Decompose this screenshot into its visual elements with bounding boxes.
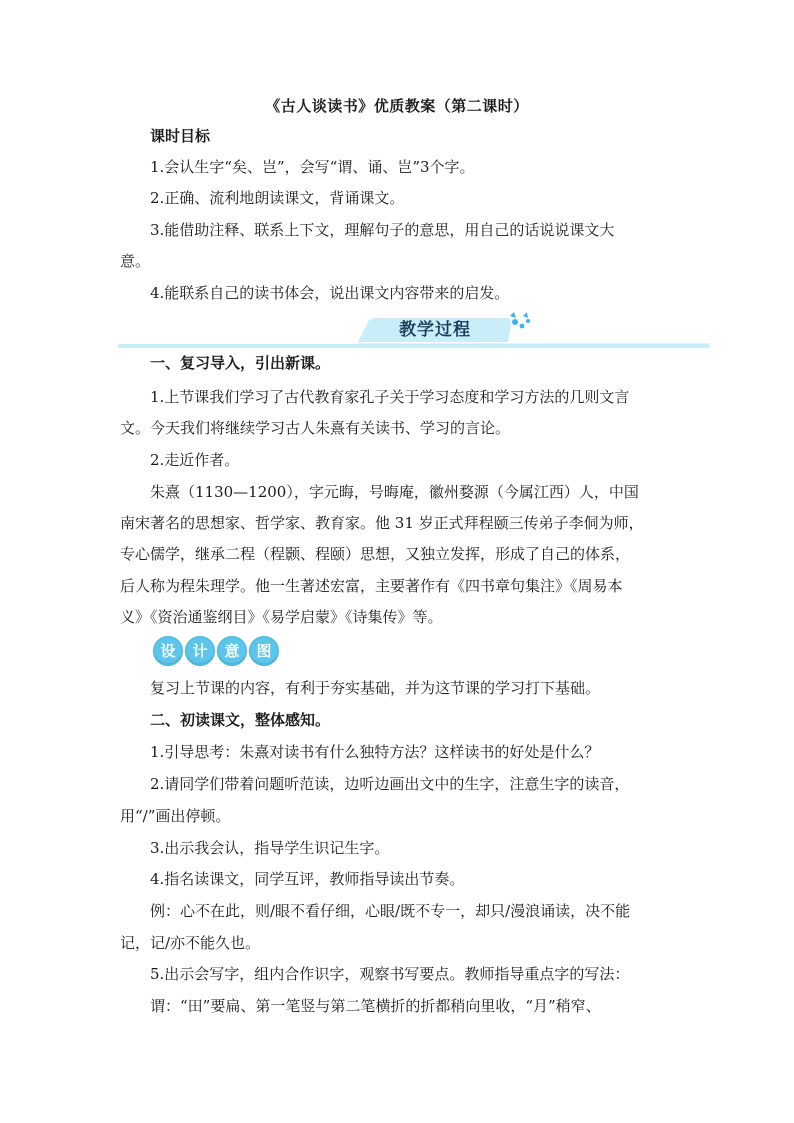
- document-title: 《古人谈读书》优质教案（第二课时）: [265, 97, 529, 115]
- body-line: 3.出示我会认，指导学生识记生字。: [150, 839, 390, 857]
- body-line: 专心儒学，继承二程（程颢、程颐）思想，又独立发挥，形成了自己的体系，: [120, 545, 631, 563]
- body-line: 文。今天我们将继续学习古人朱熹有关读书、学习的言论。: [120, 419, 511, 437]
- objective-line: 1.会认生字“矣、岂”，会写“谓、诵、岂”3个字。: [150, 158, 475, 176]
- objective-line: 3.能借助注释、联系上下文，理解句子的意思，用自己的话说说课文大: [150, 221, 615, 239]
- body-line: 记，记/亦不能久也。: [120, 934, 261, 952]
- body-line: 4.指名读课文，同学互评，教师指导读出节奏。: [150, 870, 465, 888]
- body-line: 2.请同学们带着问题听范读，边听边画出文中的生字，注意生字的读音，: [150, 775, 630, 793]
- design-intent-text: 复习上节课的内容，有利于夯实基础，并为这节课的学习打下基础。: [150, 679, 601, 697]
- body-line: 2.走近作者。: [150, 451, 240, 469]
- body-line: 义》《资治通鉴纲目》《易学启蒙》《诗集传》等。: [120, 608, 443, 626]
- design-intent-char: 图: [249, 636, 279, 666]
- splash-icon: [510, 312, 530, 328]
- body-line: 5.出示会写字，组内合作识字，观察书写要点。教师指导重点字的写法：: [150, 965, 630, 983]
- objective-line: 2.正确、流利地朗读课文，背诵课文。: [150, 189, 405, 207]
- body-line: 后人称为程朱理学。他一生著述宏富，主要著作有《四书章句集注》《周易本: [120, 577, 623, 595]
- section-banner-label: 教学过程: [399, 320, 471, 340]
- body-line: 例：心不在此，则/眼不看仔细，心眼/既不专一，却只/漫浪诵读，决不能: [150, 902, 631, 920]
- objective-line: 意。: [120, 252, 151, 270]
- body-line: 1.上节课我们学习了古代教育家孔子关于学习态度和学习方法的几则文言: [150, 388, 630, 406]
- body-line: 1.引导思考：朱熹对读书有什么独特方法？这样读书的好处是什么？: [150, 743, 600, 761]
- part1-heading: 一、复习导入，引出新课。: [150, 354, 331, 372]
- body-line: 南宋著名的思想家、哲学家、教育家。他 31 岁正式拜程颐三传弟子李侗为师，: [120, 514, 644, 532]
- objectives-heading: 课时目标: [150, 127, 211, 145]
- design-intent-char: 意: [217, 636, 247, 666]
- body-line: 用“/”画出停顿。: [120, 807, 231, 825]
- design-intent-char: 计: [185, 636, 215, 666]
- part2-heading: 二、初读课文，整体感知。: [150, 711, 331, 729]
- body-line: 谓：“田”要扁、第一笔竖与第二笔横折的折都稍向里收，“月”稍窄、: [150, 997, 601, 1015]
- design-intent-badge: [153, 636, 279, 666]
- body-line: 朱熹（1130—1200），字元晦，号晦庵，徽州婺源（今属江西）人，中国: [150, 483, 639, 501]
- design-intent-char: 设: [153, 636, 183, 666]
- objective-line: 4.能联系自己的读书体会，说出课文内容带来的启发。: [150, 284, 510, 302]
